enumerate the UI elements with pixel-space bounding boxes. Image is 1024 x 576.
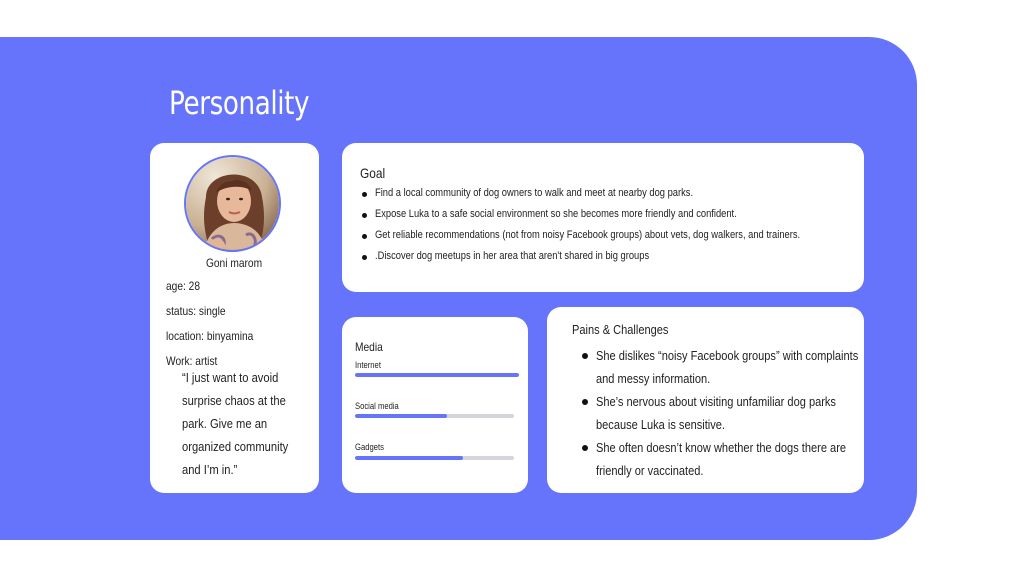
avatar <box>184 155 281 252</box>
list-item: Get reliable recommendations (not from noisy Facebook groups) about vets, dog walkers, and trainers. <box>375 229 875 250</box>
goal-list <box>375 187 875 271</box>
media-heading: Media <box>355 340 383 354</box>
media-bar-internet <box>355 373 519 377</box>
profile-status: status: single <box>166 304 226 318</box>
media-label-gadgets: Gadgets <box>355 442 384 452</box>
media-label-social: Social media <box>355 401 399 411</box>
media-bar-social <box>355 414 514 418</box>
media-bar-fill <box>355 373 519 377</box>
media-bar-gadgets <box>355 456 514 460</box>
profile-quote: “I just want to avoid surprise chaos at the park. Give me an organized community and I’m in.” <box>182 370 289 477</box>
pains-card <box>547 307 864 493</box>
list-item: because Luka is sensitive. <box>596 417 726 432</box>
profile-name: Goni marom <box>206 256 263 270</box>
list-item: She dislikes “noisy Facebook groups” with complaints <box>596 344 905 367</box>
media-label-internet: Internet <box>355 360 381 370</box>
profile-location: location: binyamina <box>166 329 254 343</box>
list-item: friendly or vaccinated. <box>596 463 704 478</box>
list-item: .Discover dog meetups in her area that aren't shared in big groups <box>375 250 875 271</box>
goal-heading: Goal <box>360 165 386 181</box>
list-item: and messy information. <box>596 371 711 386</box>
list-item: She’s nervous about visiting unfamiliar dog parks <box>596 390 905 413</box>
media-bar-fill <box>355 414 447 418</box>
pains-heading: Pains & Challenges <box>572 322 669 337</box>
list-item: Expose Luka to a safe social environment so she becomes more friendly and confident. <box>375 208 875 229</box>
list-item: Find a local community of dog owners to walk and meet at nearby dog parks. <box>375 187 875 208</box>
media-card <box>342 317 528 493</box>
list-item: She often doesn’t know whether the dogs there are <box>596 436 905 459</box>
portrait-photo-icon <box>186 157 281 252</box>
section-title: Personality <box>169 84 310 122</box>
pains-list <box>596 344 905 482</box>
profile-work: Work: artist <box>166 354 218 368</box>
media-bar-fill <box>355 456 463 460</box>
profile-age: age: 28 <box>166 279 201 293</box>
goal-card <box>342 143 864 292</box>
profile-card <box>150 143 319 493</box>
